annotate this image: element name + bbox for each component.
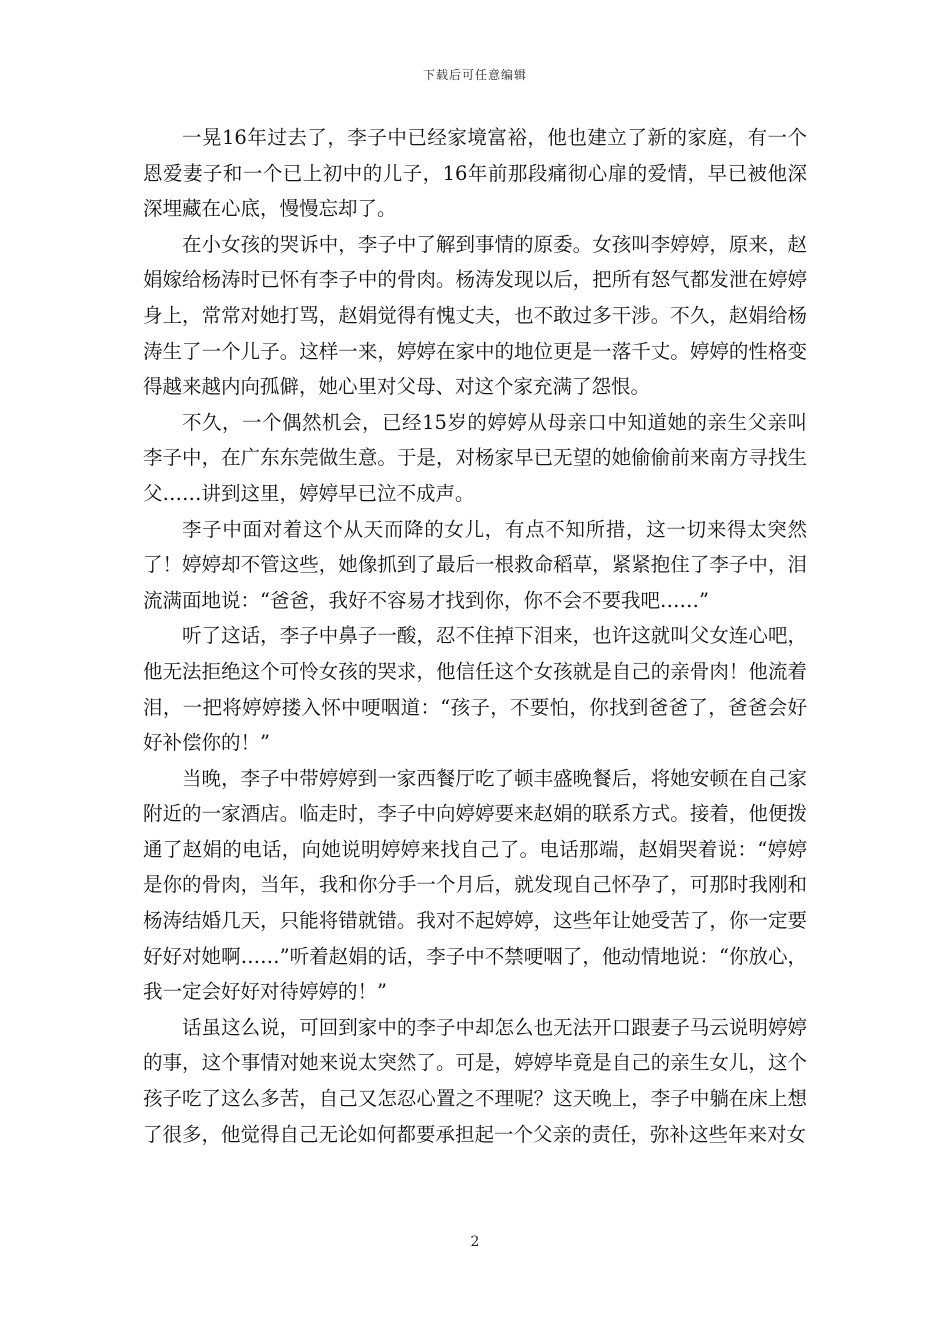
paragraph-4: 李子中面对着这个从天而降的女儿，有点不知所措，这一切来得太突然了！婷婷却不管这些，她像抓到了最后一根救命稻草，紧紧抱住了李子中，泪流满面地说：“爸爸，我好不容易才找到你，你不会不要我吧……” [143, 517, 807, 612]
paragraph-5: 听了这话，李子中鼻子一酸，忍不住掉下泪来，也许这就叫父女连心吧，他无法拒绝这个可怜女孩的哭求，他信任这个女孩就是自己的亲骨肉！他流着泪，一把将婷婷搂入怀中哽咽道：“孩子，不要怕，你找到爸爸了，爸爸会好好补偿你的！” [143, 624, 807, 755]
paragraph-1: 一晃16年过去了，李子中已经家境富裕，他也建立了新的家庭，有一个恩爱妻子和一个已上初中的儿子，16年前那段痛彻心扉的爱情，早已被他深深埋藏在心底，慢慢忘却了。 [143, 126, 807, 221]
paragraph-2: 在小女孩的哭诉中，李子中了解到事情的原委。女孩叫李婷婷，原来，赵娟嫁给杨涛时已怀有李子中的骨肉。杨涛发现以后，把所有怒气都发泄在婷婷身上，常常对她打骂，赵娟觉得有愧丈夫，也不敢过多干涉。不久，赵娟给杨涛生了一个儿子。这样一来，婷婷在家中的地位更是一落千丈。婷婷的性格变得越来越内向孤僻，她心里对父母、对这个家充满了怨恨。 [143, 232, 807, 399]
document-body [143, 120, 807, 1152]
page-header: 下载后可任意编辑 [422, 68, 527, 82]
page-number: 2 [470, 1234, 480, 1250]
paragraph-3: 不久，一个偶然机会，已经15岁的婷婷从母亲口中知道她的亲生父亲叫李子中，在广东东莞做生意。于是，对杨家早已无望的她偷偷前来南方寻找生父……讲到这里，婷婷早已泣不成声。 [143, 410, 807, 505]
paragraph-6: 当晚，李子中带婷婷到一家西餐厅吃了顿丰盛晚餐后，将她安顿在自己家附近的一家酒店。临走时，李子中向婷婷要来赵娟的联系方式。接着，他便拨通了赵娟的电话，向她说明婷婷来找自己了。电话那端，赵娟哭着说：“婷婷是你的骨肉，当年，我和你分手一个月后，就发现自己怀孕了，可那时我刚和杨涛结婚几天，只能将错就错。我对不起婷婷，这些年让她受苦了，你一定要好好对她啊……”听着赵娟的话，李子中不禁哽咽了，他动情地说：“你放心，我一定会好好对待婷婷的！” [143, 766, 807, 1004]
paragraph-7: 话虽这么说，可回到家中的李子中却怎么也无法开口跟妻子马云说明婷婷的事，这个事情对她来说太突然了。可是，婷婷毕竟是自己的亲生女儿，这个孩子吃了这么多苦，自己又怎忍心置之不理呢？这天晚上，李子中躺在床上想了很多，他觉得自己无论如何都要承担起一个父亲的责任，弥补这些年来对女 [143, 1015, 807, 1146]
